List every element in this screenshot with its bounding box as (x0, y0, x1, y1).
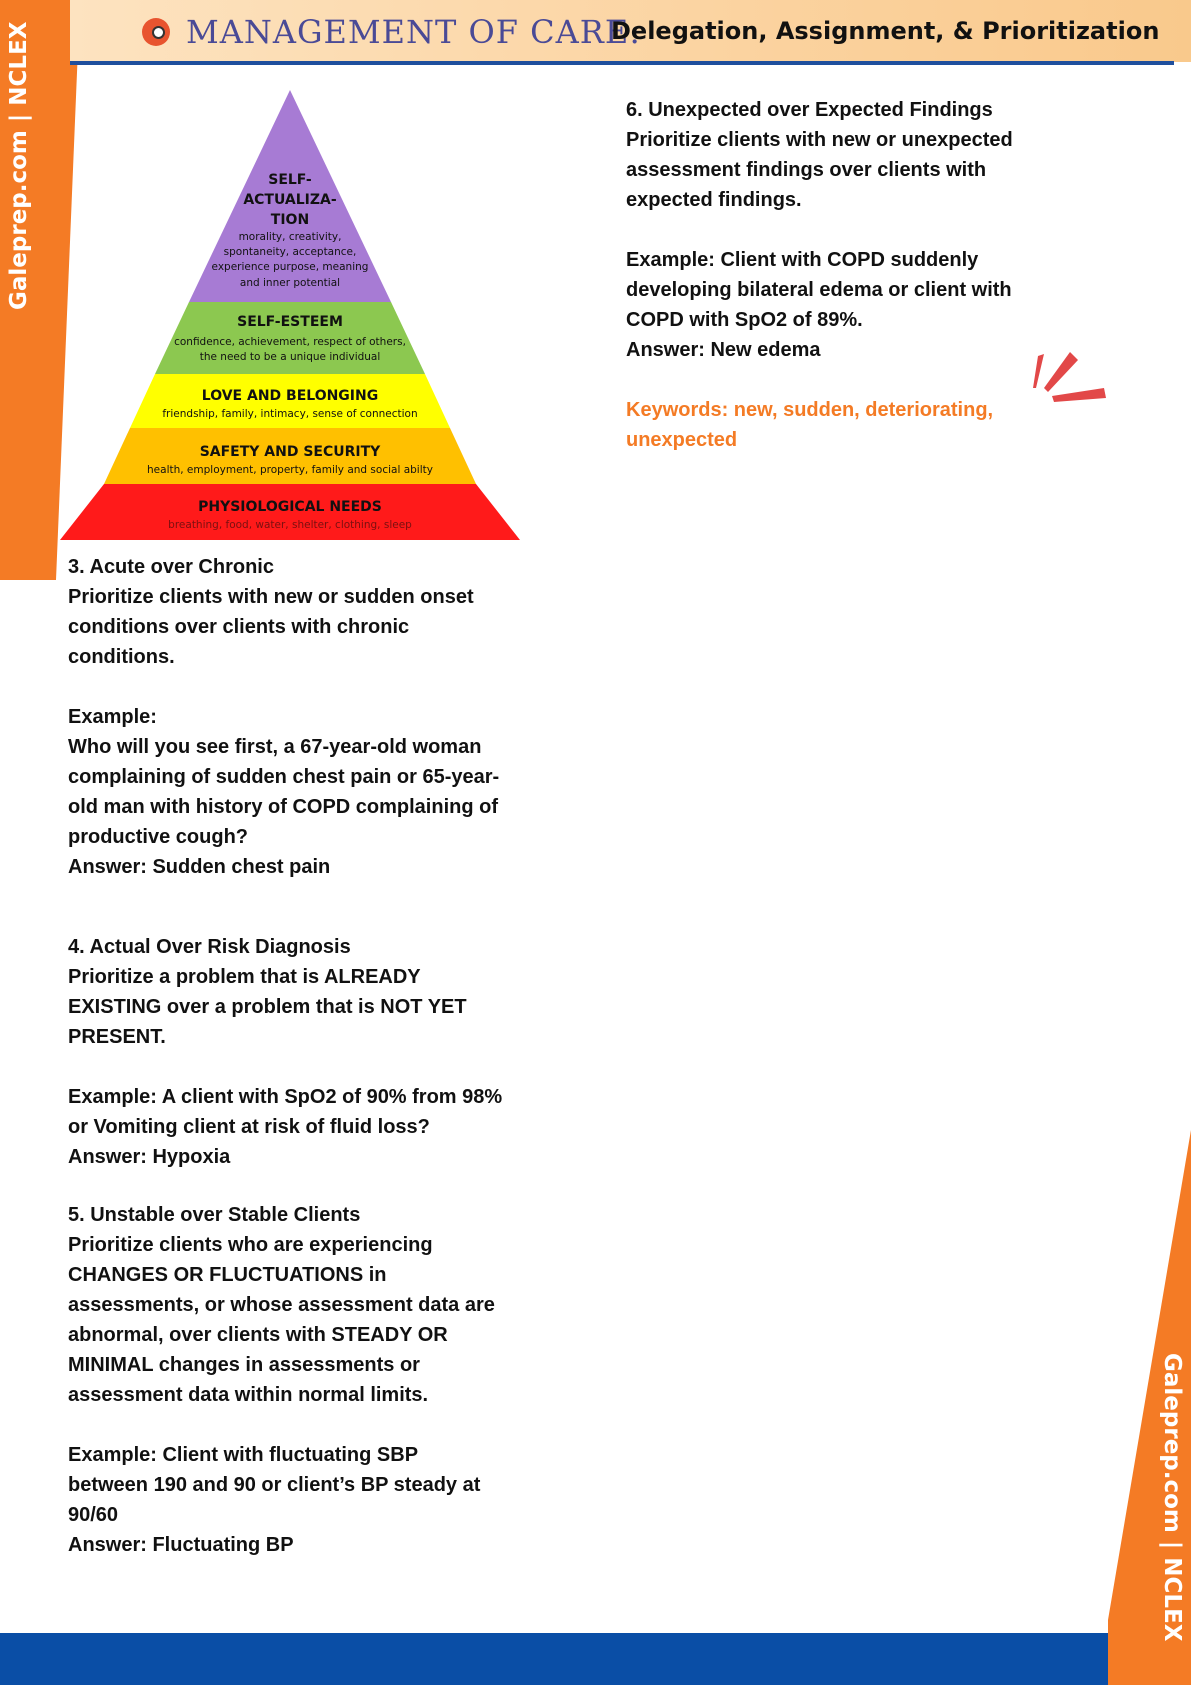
pyramid-title-1c: TION (270, 212, 310, 228)
page-title: MANAGEMENT OF CARE: (186, 13, 641, 51)
header-divider (70, 61, 1174, 65)
section-3-example-line: Who will you see first, a 67-year-old woman (68, 736, 482, 758)
section-4-line: PRESENT. (68, 1026, 166, 1048)
pyramid-desc-1a: morality, creativity, (238, 231, 342, 243)
section-6-line: expected findings. (626, 189, 802, 211)
pyramid-desc-1d: and inner potential (239, 277, 341, 289)
section-3 (68, 552, 548, 882)
pyramid-desc-1c: experience purpose, meaning (211, 261, 369, 273)
section-6-answer: Answer: New edema (626, 339, 821, 361)
pyramid-desc-2b: the need to be a unique individual (199, 351, 381, 363)
section-4-example-line: Example: A client with SpO2 of 90% from 98% (68, 1086, 503, 1108)
section-5-line: Prioritize clients who are experiencing (68, 1234, 433, 1256)
section-5-example-line: between 190 and 90 or client’s BP steady at (68, 1474, 481, 1496)
side-banner-right-text: Galeprep.com | NCLEX (1159, 1353, 1185, 1642)
section-4-line: Prioritize a problem that is ALREADY (68, 966, 421, 988)
pyramid-title-5: PHYSIOLOGICAL NEEDS (198, 499, 382, 515)
section-3-line: conditions. (68, 646, 175, 668)
section-3-line: Prioritize clients with new or sudden onset (68, 586, 474, 608)
pyramid-desc-4: health, employment, property, family and social abilty (147, 464, 433, 476)
section-6 (626, 95, 1086, 455)
section-5-line: assessments, or whose assessment data are (68, 1294, 495, 1316)
section-6-keywords-line: unexpected (626, 429, 738, 451)
section-5-line: abnormal, over clients with STEADY OR (68, 1324, 448, 1346)
section-3-line: conditions over clients with chronic (68, 616, 410, 638)
page-subtitle: Delegation, Assignment, & Prioritization (611, 17, 1160, 45)
section-3-example-line: complaining of sudden chest pain or 65-year- (68, 766, 500, 788)
section-3-answer: Answer: Sudden chest pain (68, 856, 331, 878)
section-5 (68, 1200, 548, 1560)
section-6-example-line: developing bilateral edema or client with (626, 279, 1012, 301)
section-3-example-line: productive cough? (68, 826, 248, 848)
pyramid-desc-5: breathing, food, water, shelter, clothing, sleep (168, 519, 412, 531)
pyramid-desc-2a: confidence, achievement, respect of others, (174, 336, 406, 348)
pyramid-title-3: LOVE AND BELONGING (201, 388, 379, 404)
section-5-answer: Answer: Fluctuating BP (68, 1534, 294, 1556)
pyramid-title-1a: SELF- (268, 172, 312, 188)
side-banner-left-text: Galeprep.com | NCLEX (6, 21, 32, 310)
section-5-example-line: Example: Client with fluctuating SBP (68, 1444, 419, 1466)
section-6-keywords-line: Keywords: new, sudden, deteriorating, (626, 399, 994, 421)
section-6-example-line: COPD with SpO2 of 89%. (626, 309, 863, 331)
pyramid-title-1b: ACTUALIZA- (243, 192, 337, 208)
section-6-heading: 6. Unexpected over Expected Findings (626, 99, 993, 121)
section-4-heading: 4. Actual Over Risk Diagnosis (68, 936, 351, 958)
pyramid-title-4: SAFETY AND SECURITY (199, 444, 381, 460)
section-4-example-line: or Vomiting client at risk of fluid loss? (68, 1116, 430, 1138)
section-4-line: EXISTING over a problem that is NOT YET (68, 996, 467, 1018)
section-4 (68, 932, 548, 1172)
section-4-answer: Answer: Hypoxia (68, 1146, 231, 1168)
section-6-example-line: Example: Client with COPD suddenly (626, 249, 979, 271)
section-6-line: assessment findings over clients with (626, 159, 987, 181)
section-5-line: assessment data within normal limits. (68, 1384, 429, 1406)
pyramid-title-2: SELF-ESTEEM (237, 314, 343, 330)
section-3-example-line: old man with history of COPD complaining of (68, 796, 498, 818)
section-3-heading: 3. Acute over Chronic (68, 556, 274, 578)
pyramid-desc-1b: spontaneity, acceptance, (223, 246, 357, 258)
bird-logo-icon (142, 18, 170, 46)
footer-bar (0, 1633, 1108, 1685)
maslow-pyramid (60, 90, 520, 545)
section-6-line: Prioritize clients with new or unexpected (626, 129, 1013, 151)
burst-lines-icon (1030, 352, 1110, 422)
section-5-example-line: 90/60 (68, 1504, 119, 1526)
pyramid-desc-3: friendship, family, intimacy, sense of connection (162, 408, 418, 420)
section-5-heading: 5. Unstable over Stable Clients (68, 1204, 361, 1226)
section-5-line: CHANGES OR FLUCTUATIONS in (68, 1264, 387, 1286)
section-5-line: MINIMAL changes in assessments or (68, 1354, 420, 1376)
section-3-example-label: Example: (68, 706, 157, 728)
